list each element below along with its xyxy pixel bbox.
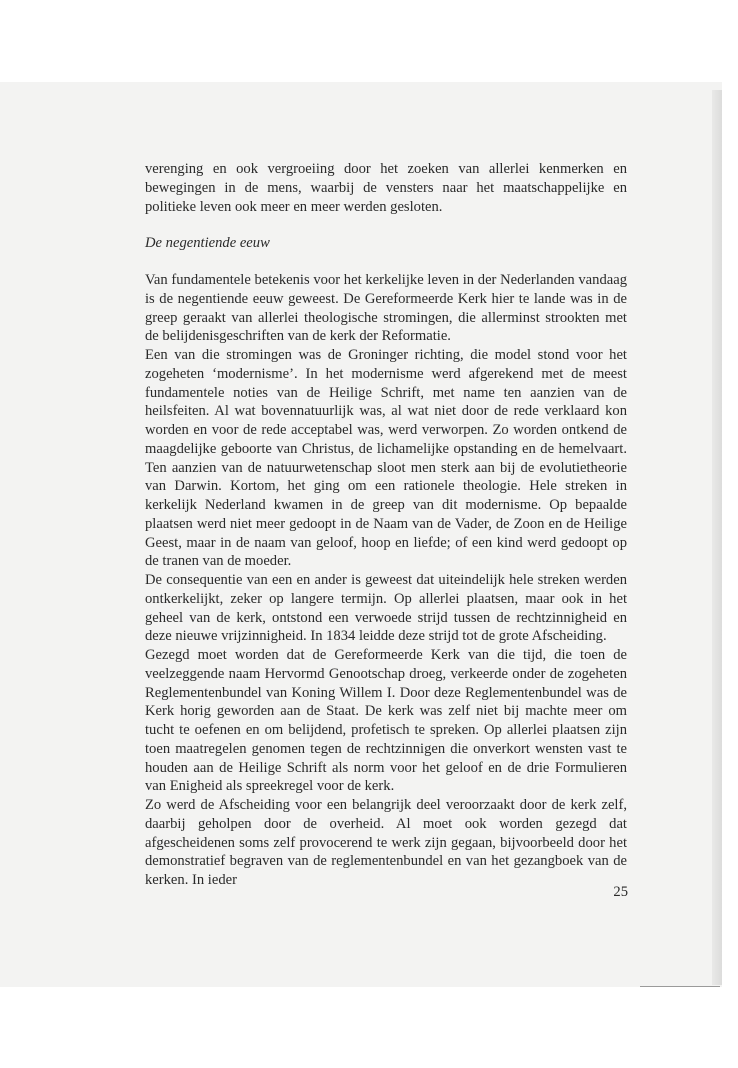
paragraph-1: Van fundamentele betekenis voor het kerkelijke leven in der Nederlanden vandaag is de negentiende eeuw geweest. De Gereformeerde Kerk hier te lande was in de greep geraakt van allerlei theologische stromingen, die allerminst strookten met de belijdenisgeschriften van de kerk der Reformatie. — [145, 272, 627, 345]
paper-edge — [712, 90, 722, 985]
body-text — [145, 160, 627, 890]
paragraph-4: Gezegd moet worden dat de Gereformeerde Kerk van die tijd, die toen de veelzeggende naam Hervormd Genootschap droeg, verkeerde onder de zogeheten Reglementenbundel van Koning Willem I. Door deze Reglementenbundel was de Kerk horig geworden aan de Staat. De kerk was zelf niet bij machte meer om tucht te oefenen en om belijdend, profetisch te spreken. Op allerlei plaatsen zijn toen maatregelen genomen tegen de rechtzinnigen die onverkort wensten vast te houden aan de Heilige Schrift als norm voor het geloof en de drie Formulieren van Enigheid als spreekregel voor de kerk. — [145, 647, 627, 795]
section-heading: De negentiende eeuw — [145, 235, 270, 252]
paragraph-2: Een van die stromingen was de Groninger richting, die model stond voor het zogeheten ‘modernisme’. In het modernisme werd afgerekend met de meest fundamentele noties van de Heilige Schrift, met name ten aanzien van de heilsfeiten. Al wat bovennatuurlijk was, al wat niet door de rede verklaard kon worden en voor de rede acceptabel was, werd verworpen. Zo worden ontkend de maagdelijke geboorte van Christus, de lichamelijke opstanding en de hemelvaart. Ten aanzien van de natuurwetenschap sloot men sterk aan bij de evolutietheorie van Darwin. Kortom, het ging om een rationele theologie. Hele streken in kerkelijk Nederland kwamen in de greep van dit modernisme. Op bepaalde plaatsen werd niet meer gedoopt in de Naam van de Vader, de Zoon en de Heilige Geest, maar in de naam van geloof, hoop en liefde; of een kind werd gedoopt op de tranen van de moeder. — [145, 347, 627, 570]
shadow-line — [640, 986, 720, 987]
paragraph-5: Zo werd de Afscheiding voor een belangrijk deel veroorzaakt door de kerk zelf, daarbij geholpen door de overheid. Al moet ook worden gezegd dat afgescheidenen soms zelf provocerend te werk zijn gegaan, bijvoorbeeld door het demonstratief begraven van de reglementenbundel en van het gezangboek van de kerken. In ieder — [145, 797, 627, 888]
paragraph-3: De consequentie van een en ander is geweest dat uiteindelijk hele streken werden ontkerkelijkt, zeker op langere termijn. Op allerlei plaatsen, maar ook in het geheel van de kerk, ontstond een verwoede strijd tussen de rechtzinnigheid en deze nieuwe vrijzinnigheid. In 1834 leidde deze strijd tot de grote Afscheiding. — [145, 572, 627, 645]
page-number: 25 — [613, 884, 628, 900]
intro-paragraph: verenging en ook vergroeiing door het zoeken van allerlei kenmerken en bewegingen in de mens, waarbij de vensters naar het maatschappelijke en politieke leven ook meer en meer werden gesloten. — [145, 161, 627, 215]
